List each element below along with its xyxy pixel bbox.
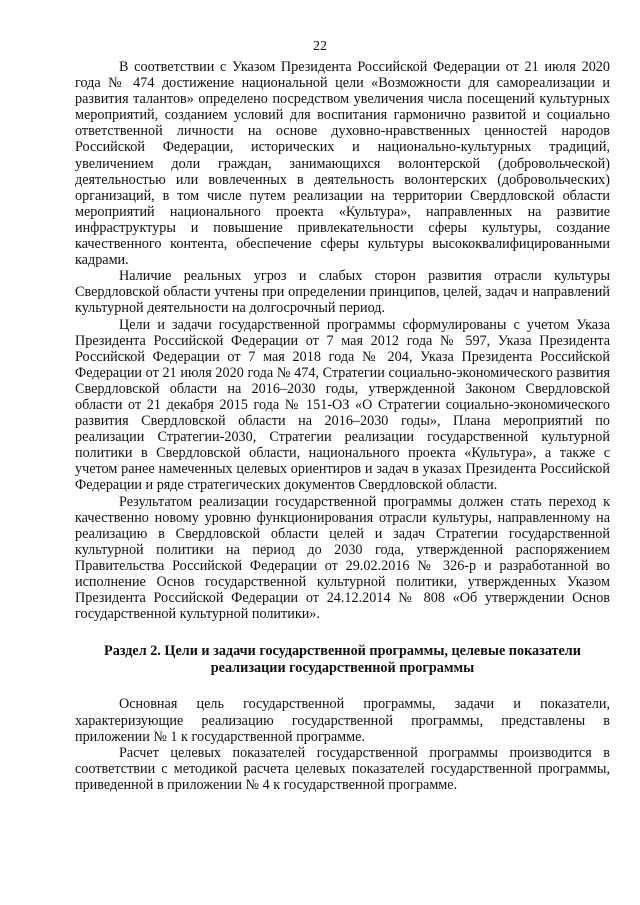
paragraph-national-goal: В соответствии с Указом Президента Российской Федерации от 21 июля 2020 года № 474 достижение национальной цели «Возможности для самореализации и развития талантов» определено посредством увеличения числа посещений культурных мероприятий, созданием условий для воспитания гармонично развитой и социально ответственной личности на основе духовно-нравственных ценностей народов Российской Федерации, исторических и национально-культурных традиций, увеличением доли граждан, занимающихся волонтерской (добровольческой) деятельностью или вовлеченных в деятельность волонтерских (добровольческих) организаций, в том числе путем реализации на территории Свердловской области мероприятий национального проекта «Культура», направленных на развитие инфраструктуры и повышение привлекательности сферы культуры, создание качественного контента, обеспечение сферы культуры высококвалифицированными кадрами.: [75, 59, 610, 269]
paragraph-indicator-calculation: Расчет целевых показателей государственной программы производится в соответствии с методикой расчета целевых показателей государственной программы, приведенной в приложении № 4 к государственной программе.: [75, 744, 610, 793]
document-body: [75, 59, 610, 793]
section-heading: Раздел 2. Цели и задачи государственной программы, целевые показатели реализации государственной программы: [104, 643, 581, 676]
paragraph-result: Результатом реализации государственной программы должен стать переход к качественно новому уровню функционирования отрасли культуры, направленному на реализацию в Свердловской области целей и задач Стратегии государственной культурной политики на период до 2030 года, утвержденной распоряжением Правительства Российской Федерации от 29.02.2016 № 326-р и разработанной во исполнение Основ государственной культурной политики, утвержденных Указом Президента Российской Федерации от 24.12.2014 № 808 «Об утверждении Основ государственной культурной политики».: [75, 493, 610, 623]
paragraph-main-goal: Основная цель государственной программы, задачи и показатели, характеризующие реализацию государственной программы, представлены в приложении № 1 к государственной программе.: [75, 696, 610, 745]
page-number: 22: [313, 39, 327, 54]
paragraph-threats: Наличие реальных угроз и слабых сторон развития отрасли культуры Свердловской области учтены при определении принципов, целей, задач и направлений культурной деятельности на долгосрочный период.: [75, 268, 610, 317]
paragraph-goals-basis: Цели и задачи государственной программы сформулированы с учетом Указа Президента Российской Федерации от 7 мая 2012 года № 597, Указа Президента Российской Федерации от 7 мая 2018 года № 204, Указа Президента Российской Федерации от 21 июля 2020 года № 474, Стратегии социально-экономического развития Свердловской области на 2016–2030 годы, утвержденной Законом Свердловской области от 21 декабря 2015 года № 151-ОЗ «О Стратегии социально-экономического развития Свердловской области на 2016–2030 годы», Плана мероприятий по реализации Стратегии-2030, Стратегии реализации государственной культурной политики в Свердловской области, национального проекта «Культура», а также с учетом ранее намеченных целевых ориентиров и задач в указах Президента Российской Федерации и ряде стратегических документов Свердловской области.: [75, 316, 610, 494]
